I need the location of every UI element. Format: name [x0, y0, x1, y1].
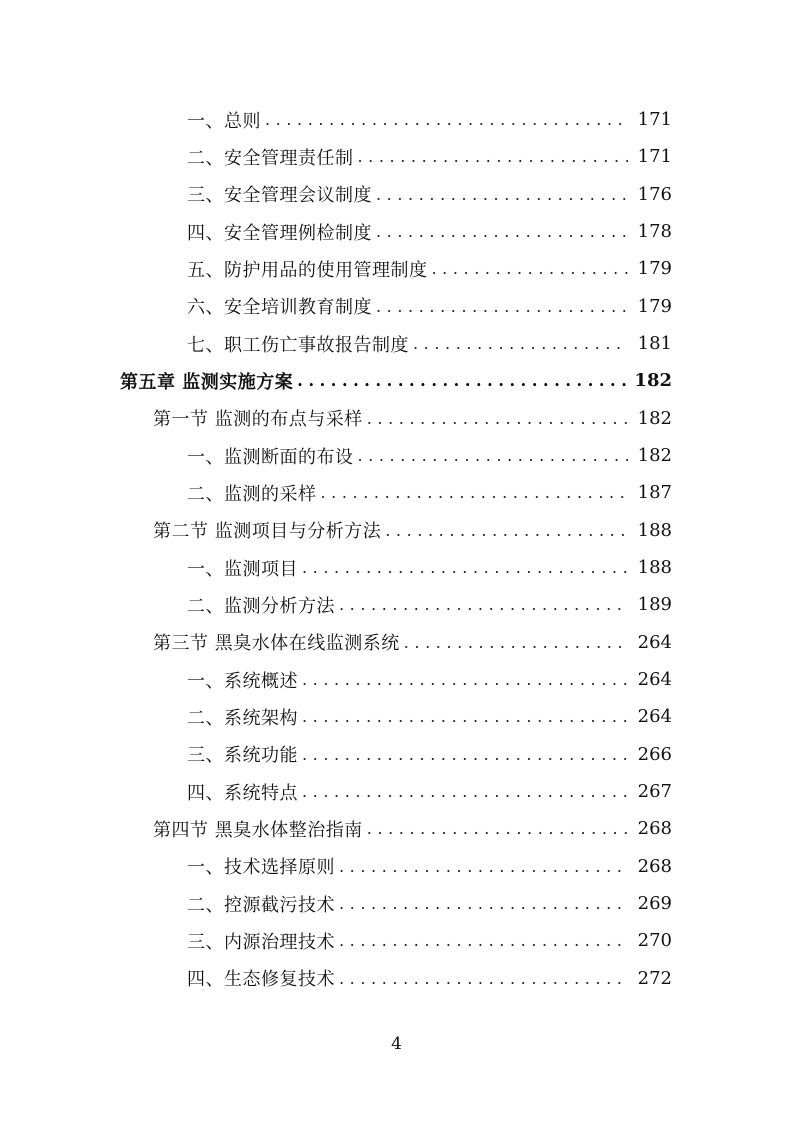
toc-entry-page: 266	[637, 743, 672, 765]
toc-dot-leader	[432, 259, 629, 278]
toc-entry-title: 一、系统概述	[187, 670, 298, 692]
toc-entry-title: 一、监测断面的布设	[187, 446, 354, 468]
toc-entry-page: 272	[637, 967, 672, 989]
toc-entry-title: 二、控源截污技术	[187, 894, 335, 916]
toc-section-entry[interactable]	[0, 512, 793, 549]
toc-dot-leader	[413, 334, 628, 353]
toc-dot-leader	[404, 633, 628, 652]
toc-dot-leader	[376, 222, 628, 241]
toc-entry-page: 264	[637, 631, 672, 653]
toc-subsection-entry[interactable]	[0, 549, 793, 586]
toc-entry-title: 六、安全培训教育制度	[187, 297, 372, 319]
toc-entry-page: 189	[637, 594, 672, 616]
toc-entry-title: 四、安全管理例检制度	[187, 222, 372, 244]
toc-dot-leader	[367, 409, 628, 428]
toc-subsection-entry[interactable]	[0, 288, 793, 325]
toc-entry-page: 264	[637, 706, 672, 728]
toc-subsection-entry[interactable]	[0, 848, 793, 885]
toc-dot-leader	[302, 782, 628, 801]
toc-entry-page: 179	[637, 295, 672, 317]
toc-entry-title: 四、生态修复技术	[187, 969, 335, 991]
toc-section-entry[interactable]	[0, 400, 793, 437]
table-of-contents	[0, 101, 793, 997]
toc-entry-title: 二、监测的采样	[187, 483, 317, 505]
toc-entry-page: 171	[637, 146, 672, 168]
toc-dot-leader	[265, 110, 628, 129]
toc-subsection-entry[interactable]	[0, 661, 793, 698]
toc-entry-title: 七、职工伤亡事故报告制度	[187, 334, 409, 356]
toc-entry-title: 二、监测分析方法	[187, 595, 335, 617]
toc-dot-leader	[339, 595, 628, 614]
toc-dot-leader	[367, 819, 628, 838]
toc-dot-leader	[358, 147, 629, 166]
toc-subsection-entry[interactable]	[0, 698, 793, 735]
toc-subsection-entry[interactable]	[0, 922, 793, 959]
toc-subsection-entry[interactable]	[0, 250, 793, 287]
toc-subsection-entry[interactable]	[0, 325, 793, 362]
toc-dot-leader	[302, 670, 628, 689]
toc-entry-title: 二、安全管理责任制	[187, 147, 354, 169]
toc-dot-leader	[339, 969, 628, 988]
toc-entry-page: 268	[637, 855, 672, 877]
toc-dot-leader	[302, 558, 628, 577]
toc-dot-leader	[339, 931, 628, 950]
toc-entry-page: 176	[637, 183, 672, 205]
toc-entry-title: 第四节 黑臭水体整治指南	[153, 819, 363, 841]
toc-subsection-entry[interactable]	[0, 213, 793, 250]
toc-entry-page: 182	[634, 370, 672, 392]
toc-entry-page: 188	[637, 519, 672, 541]
toc-dot-leader	[339, 857, 628, 876]
toc-subsection-entry[interactable]	[0, 773, 793, 810]
toc-entry-title: 三、内源治理技术	[187, 931, 335, 953]
toc-entry-page: 264	[637, 669, 672, 691]
toc-subsection-entry[interactable]	[0, 474, 793, 511]
page-number: 4	[391, 1034, 402, 1054]
toc-entry-page: 182	[637, 407, 672, 429]
toc-entry-title: 一、总则	[187, 110, 261, 132]
toc-dot-leader	[302, 745, 628, 764]
toc-chapter-entry[interactable]	[0, 362, 793, 399]
toc-entry-page: 269	[637, 893, 672, 915]
toc-dot-leader	[321, 483, 629, 502]
toc-subsection-entry[interactable]	[0, 176, 793, 213]
toc-subsection-entry[interactable]	[0, 138, 793, 175]
toc-entry-page: 187	[637, 482, 672, 504]
toc-dot-leader	[297, 371, 628, 390]
toc-entry-page: 270	[637, 930, 672, 952]
toc-subsection-entry[interactable]	[0, 437, 793, 474]
toc-entry-page: 188	[637, 557, 672, 579]
toc-subsection-entry[interactable]	[0, 960, 793, 997]
toc-dot-leader	[385, 521, 628, 540]
toc-entry-page: 171	[637, 109, 672, 131]
toc-section-entry[interactable]	[0, 810, 793, 847]
toc-entry-page: 178	[637, 221, 672, 243]
toc-entry-page: 182	[637, 445, 672, 467]
toc-dot-leader	[376, 297, 628, 316]
toc-subsection-entry[interactable]	[0, 586, 793, 623]
toc-entry-title: 一、技术选择原则	[187, 857, 335, 879]
toc-entry-title: 第一节 监测的布点与采样	[153, 409, 363, 431]
toc-entry-title: 第三节 黑臭水体在线监测系统	[153, 633, 400, 655]
toc-dot-leader	[302, 707, 628, 726]
toc-dot-leader	[376, 185, 628, 204]
toc-entry-title: 二、系统架构	[187, 707, 298, 729]
toc-subsection-entry[interactable]	[0, 885, 793, 922]
toc-entry-title: 第五章 监测实施方案	[120, 371, 294, 393]
toc-dot-leader	[339, 894, 628, 913]
toc-entry-title: 五、防护用品的使用管理制度	[187, 259, 428, 281]
toc-entry-page: 181	[637, 333, 672, 355]
toc-entry-page: 268	[637, 818, 672, 840]
toc-section-entry[interactable]	[0, 624, 793, 661]
toc-subsection-entry[interactable]	[0, 736, 793, 773]
toc-entry-title: 一、监测项目	[187, 558, 298, 580]
toc-entry-title: 三、系统功能	[187, 745, 298, 767]
toc-subsection-entry[interactable]	[0, 101, 793, 138]
toc-entry-page: 267	[637, 781, 672, 803]
toc-entry-title: 三、安全管理会议制度	[187, 185, 372, 207]
toc-entry-title: 第二节 监测项目与分析方法	[153, 521, 382, 543]
toc-entry-title: 四、系统特点	[187, 782, 298, 804]
toc-dot-leader	[358, 446, 629, 465]
toc-entry-page: 179	[637, 258, 672, 280]
